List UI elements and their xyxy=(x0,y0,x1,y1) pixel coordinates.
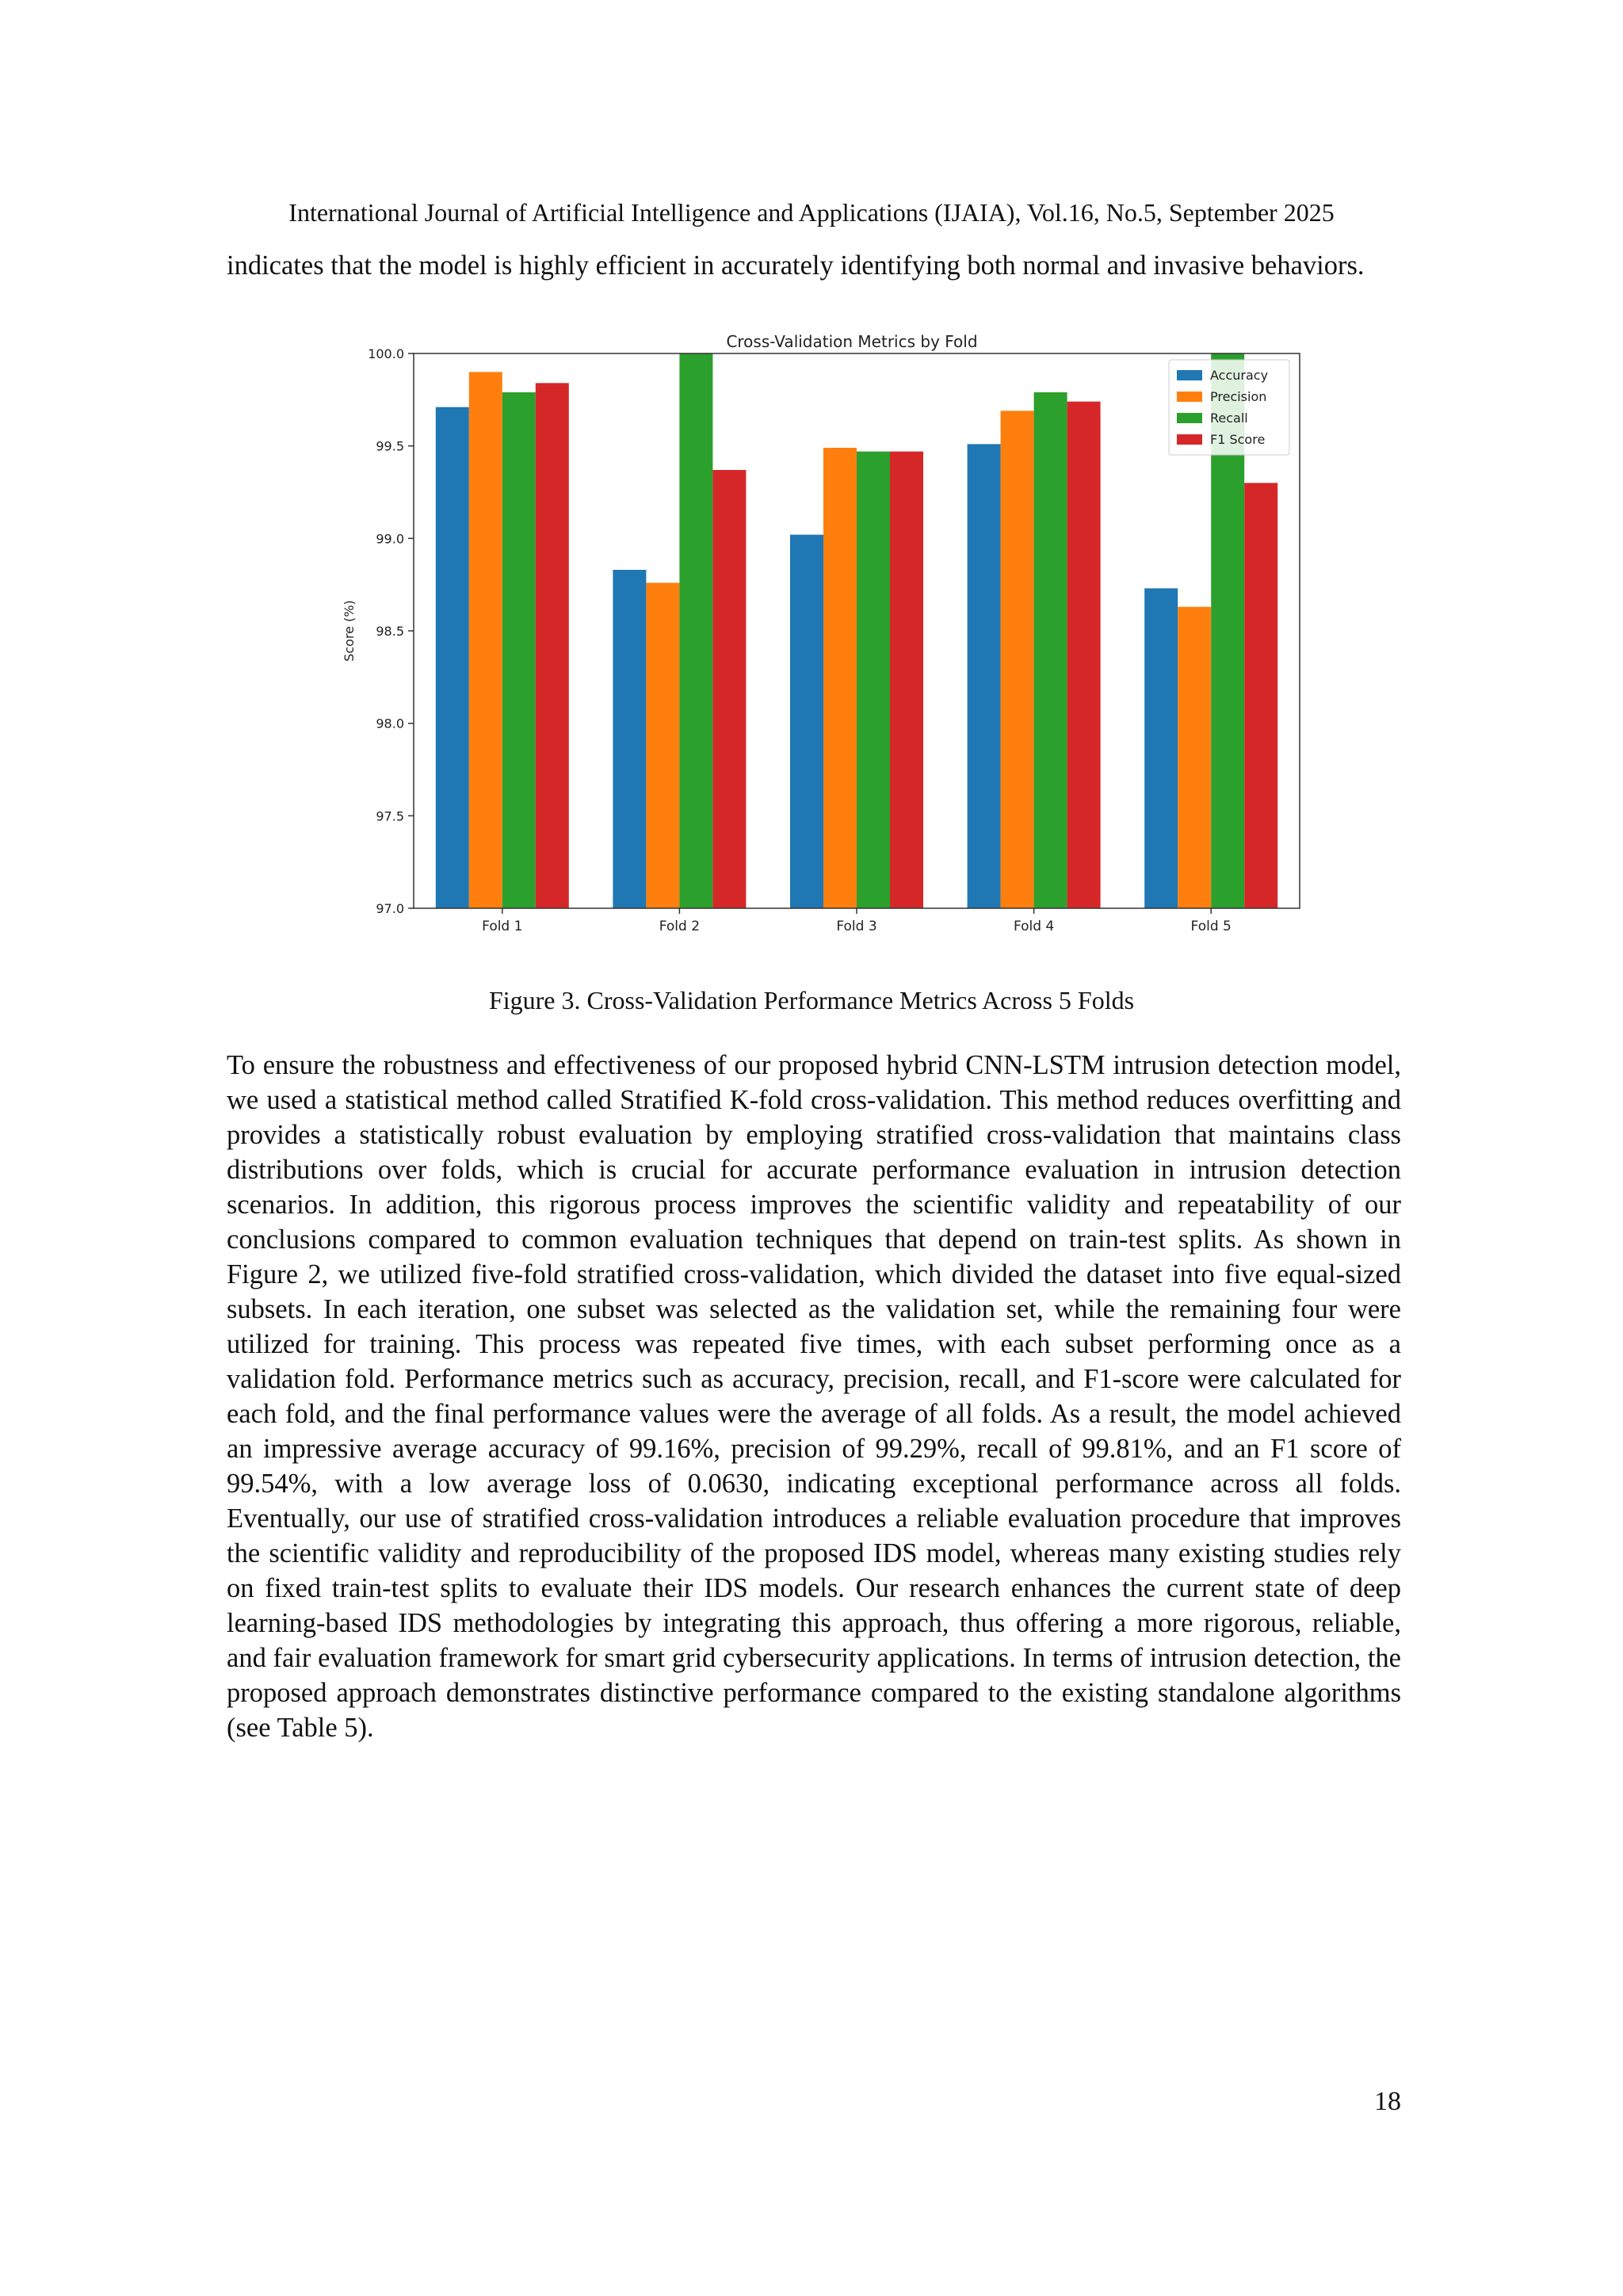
y-tick-label: 99.0 xyxy=(376,531,404,547)
legend-label-accuracy: Accuracy xyxy=(1210,368,1269,383)
bar-accuracy-fold-4 xyxy=(968,444,1001,908)
bar-precision-fold-5 xyxy=(1178,607,1211,908)
bar-precision-fold-1 xyxy=(469,372,502,908)
legend xyxy=(1169,360,1289,455)
body-paragraph: To ensure the robustness and effectiveness of our proposed hybrid CNN-LSTM intrusion detection model, we used a statistical method called Stratified K-fold cross-validation. This method reduces overfitting and provides a statistically robust evaluation by employing stratified cross-validation that maintains class distributions over folds, which is crucial for accurate performance evaluation in intrusion detection scenarios. In addition, this rigorous process improves the scientific validity and repeatability of our conclusions compared to common evaluation techniques that depend on train-test splits. As shown in Figure 2, we utilized five-fold stratified cross-validation, which divided the dataset into five equal-sized subsets. In each iteration, one subset was selected as the validation set, while the remaining four were utilized for training. This process was repeated five times, with each subset performing once as a validation fold. Performance metrics such as accuracy, precision, recall, and F1-score were calculated for each fold, and the final performance values were the average of all folds. As a result, the model achieved an impressive average accuracy of 99.16%, precision of 99.29%, recall of 99.81%, and an F1 score of 99.54%, with a low average loss of 0.0630, indicating exceptional performance across all folds. Eventually, our use of stratified cross-validation introduces a reliable evaluation procedure that improves the scientific validity and reproducibility of the proposed IDS model, whereas many existing studies rely on fixed train-test splits to evaluate their IDS models. Our research enhances the current state of deep learning-based IDS methodologies by integrating this approach, thus offering a more rigorous, reliable, and fair evaluation framework for smart grid cybersecurity applications. In terms of intrusion detection, the proposed approach demonstrates distinctive performance compared to the existing standalone algorithms (see Table 5). xyxy=(227,1050,1401,1743)
y-tick-label: 98.0 xyxy=(376,716,404,732)
y-tick-label: 98.5 xyxy=(376,624,404,639)
y-axis xyxy=(368,346,414,916)
x-axis xyxy=(482,908,1232,934)
bar-recall-fold-3 xyxy=(857,452,890,908)
bar-precision-fold-3 xyxy=(823,448,857,908)
y-tick-label: 97.5 xyxy=(376,808,404,824)
bar-accuracy-fold-3 xyxy=(790,535,823,908)
bar-recall-fold-4 xyxy=(1034,392,1067,908)
bar-f1-score-fold-3 xyxy=(890,452,923,908)
page-number: 18 xyxy=(1374,2087,1401,2116)
figure-caption: Figure 3. Cross-Validation Performance Metrics Across 5 Folds xyxy=(488,986,1135,1014)
legend-swatch-recall xyxy=(1177,413,1202,423)
bar-accuracy-fold-1 xyxy=(436,407,469,908)
cross-validation-figure xyxy=(325,323,1316,934)
legend-label-precision: Precision xyxy=(1210,389,1267,404)
legend-swatch-accuracy xyxy=(1177,370,1202,380)
x-tick-label: Fold 2 xyxy=(659,919,701,934)
x-tick-label: Fold 1 xyxy=(482,919,523,934)
legend-swatch-precision xyxy=(1177,392,1202,402)
bar-f1-score-fold-4 xyxy=(1067,402,1101,908)
bar-chart xyxy=(325,323,1316,934)
x-tick-label: Fold 5 xyxy=(1190,919,1232,934)
bar-f1-score-fold-2 xyxy=(712,470,746,908)
y-axis-label: Score (%) xyxy=(342,600,357,662)
legend-label-recall: Recall xyxy=(1210,411,1248,426)
x-tick-label: Fold 3 xyxy=(836,919,877,934)
y-tick-label: 99.5 xyxy=(376,438,404,454)
intro-paragraph: indicates that the model is highly efficient in accurately identifying both normal and invasive behaviors. xyxy=(227,250,1365,281)
bar-f1-score-fold-5 xyxy=(1244,483,1277,908)
bars-layer xyxy=(436,353,1277,908)
chart-title: Cross-Validation Metrics by Fold xyxy=(726,332,978,351)
x-tick-label: Fold 4 xyxy=(1013,919,1055,934)
bar-recall-fold-1 xyxy=(502,392,536,908)
legend-swatch-f1-score xyxy=(1177,434,1202,445)
bar-precision-fold-2 xyxy=(646,583,679,908)
journal-header: International Journal of Artificial Intelligence and Applications (IJAIA), Vol.16, No.5, September 2025 xyxy=(288,198,1335,227)
y-tick-label: 97.0 xyxy=(376,901,404,916)
legend-label-f1-score: F1 Score xyxy=(1210,432,1266,447)
bar-accuracy-fold-5 xyxy=(1144,588,1178,908)
bar-accuracy-fold-2 xyxy=(613,570,646,908)
y-tick-label: 100.0 xyxy=(368,346,404,361)
bar-recall-fold-2 xyxy=(679,353,712,908)
bar-f1-score-fold-1 xyxy=(536,383,569,908)
bar-precision-fold-4 xyxy=(1001,411,1034,908)
